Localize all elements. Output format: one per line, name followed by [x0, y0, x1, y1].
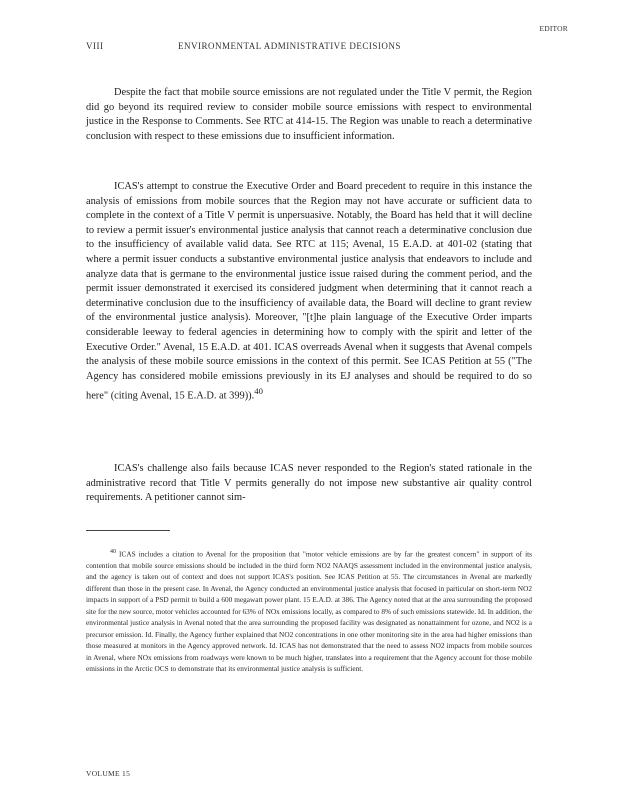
body-paragraph-1 [86, 86, 532, 144]
paragraph-2-text: ICAS's attempt to construe the Executive Order and Board precedent to require in this instance the analysis of emissions from mobile sources that the Region may not have accurate or sufficient data to complete in the context of a Title V permit is unpersuasive. Notably, the Board has held that it will decline to review a permit issuer's environmental justice analysis that cannot reach a determinative conclusion due to the insufficiency of available valid data. See RTC at 115; Avenal, 15 E.A.D. at 401-02 (stating that where a permit issuer conducts a substantive environmental justice analysis that endeavors to include and analyze data that is germane to the environmental justice issue raised during the comment period, and the permit issuer demonstrated it exercised its considered judgment when determining that it cannot reach a determinative conclusion due to the insufficiency of available data, the Board will decline to grant review of the environmental justice analysis). Moreover, "[t]he plain language of the Executive Order imparts considerable leeway to federal agencies in determining how to comply with the spirit and letter of the Executive Order." Avenal, 15 E.A.D. at 401. ICAS overreads Avenal when it suggests that Avenal compels the analysis of these mobile source emissions in the context of this permit. See ICAS Petition at 55 ("The Agency has considered mobile emissions previously in its EJ analyses and should be required to do so here" (citing Avenal, 15 E.A.D. at 399)). [86, 181, 532, 402]
running-title: ENVIRONMENTAL ADMINISTRATIVE DECISIONS [178, 41, 401, 51]
paragraph-text: Despite the fact that mobile source emissions are not regulated under the Title V permit, the Region did go beyond its required review to consider mobile source emissions with respect to environmental justice in the Response to Comments. See RTC at 414-15. The Region was unable to reach a determinative conclusion with respect to these emissions due to insufficient information. [86, 87, 532, 142]
footnote-divider [86, 530, 170, 531]
paragraph-text-2 [86, 180, 532, 404]
document-number: EDITOR [539, 24, 568, 33]
footnote-reference[interactable]: 40 [254, 386, 263, 397]
body-paragraph-2 [86, 180, 532, 404]
footnote-text: ICAS includes a citation to Avenal for the proposition that "motor vehicle emissions are by far the greatest concern" in support of its contention that mobile source emissions should be included in the third form NO2 NAAQS assessment included in the environmental justice analysis, and the agency is taken out of context and does not support ICAS's position. See ICAS Petition at 55. The circumstances in Avenal are markedly different than those in the present case. In Avenal, the Agency conducted an environmental justice analysis that focused in particular on short-term NO2 impacts in support of a PSD permit to build a 600 megawatt power plant. 15 E.A.D. at 386. The Agency noted that at the area surrounding the proposed site for the new source, motor vehicles accounted for 63% of NOx emissions locally, as compared to 8% of such emissions statewide. Id. In addition, the environmental justice analysis in Avenal noted that the area surrounding the proposed facility was designated as nonattainment for ozone, and NO2 is a precursor emission. Id. Finally, the Agency further explained that NO2 concentrations in one other monitoring site in the area had higher emissions than those measured at monitors in the Agency approved network. Id. ICAS has not demonstrated that the need to assess NO2 impacts from mobile sources in Avenal, where NOx emissions from roadways were known to be much higher, translates into a requirement that the Agency account for those mobile emissions in the Arctic OCS to demonstrate that its environmental justice analysis is sufficient. [86, 549, 533, 673]
paragraph-text-3: ICAS's challenge also fails because ICAS never responded to the Region's stated rationale in the administrative record that Title V permits generally do not impose new substantive air quality control requirements. A petitioner cannot sim- [86, 463, 532, 504]
footnote-paragraph [86, 547, 532, 674]
body-paragraph-3 [86, 462, 532, 506]
page-number: VIII [86, 41, 104, 51]
footnote-number: 40 [110, 549, 116, 555]
volume-footer: VOLUME 15 [86, 769, 131, 778]
footnote [86, 547, 532, 674]
